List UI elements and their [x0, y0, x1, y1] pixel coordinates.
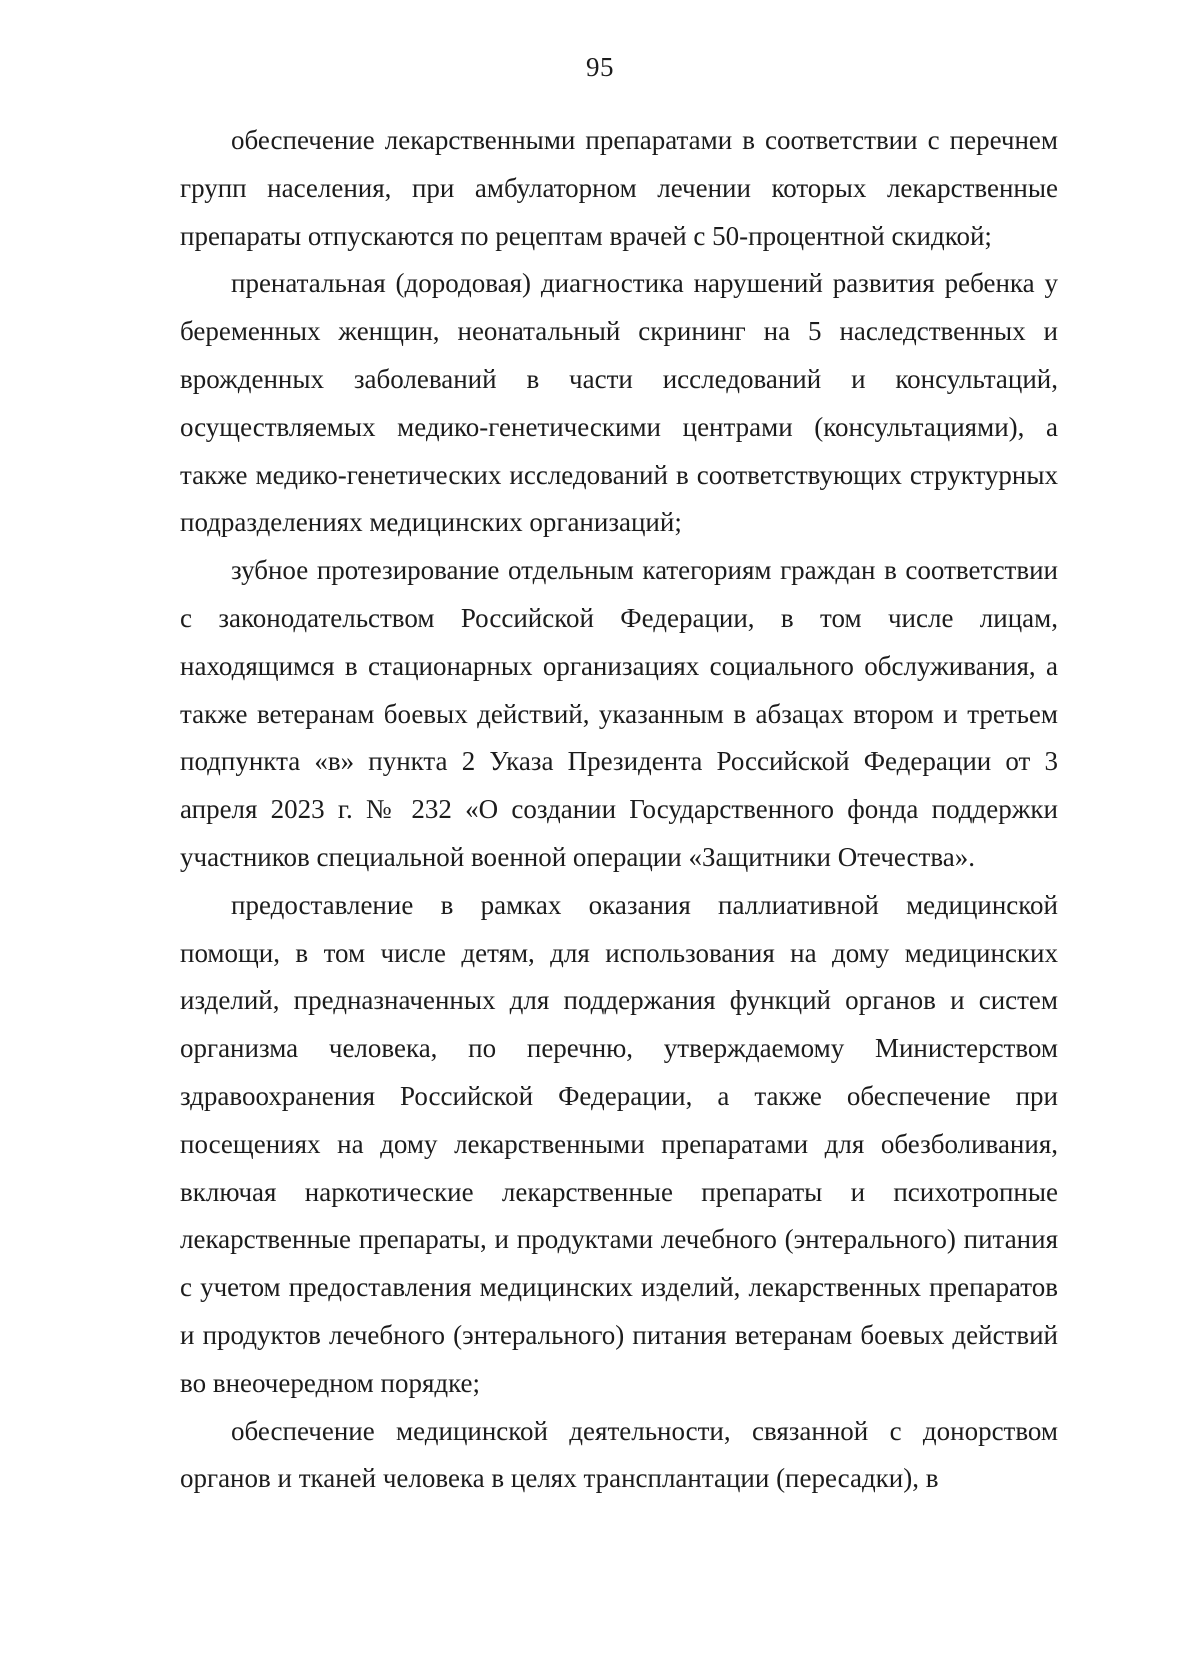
paragraph-drug-provision: обеспечение лекарственными препаратами в соответствии с перечнем групп населения, при амбулаторном лечении которых лекарственные препараты отпускаются по рецептам врачей с 50-процентной скидкой; — [180, 125, 1058, 251]
paragraph-organ-donation: обеспечение медицинской деятельности, связанной с донорством органов и тканей человека в целях трансплантации (пересадки), в — [180, 1415, 1058, 1494]
paragraph-prenatal-diagnostics: пренатальная (дородовая) диагностика нарушений развития ребенка у беременных женщин, неонатальный скрининг на 5 наследственных и врожденных заболеваний в части исследований и консультаций, осуществляемых медико-генетическими центрами (консультациями), а также медико-генетических исследований в соответствующих структурных подразделениях медицинских организаций; — [180, 268, 1058, 538]
paragraph-dental-prosthetics: зубное протезирование отдельным категориям граждан в соответствии с законодательством Российской Федерации, в том числе лицам, находящимся в стационарных организациях социального обслуживания, а также ветеранам боевых действий, указанным в абзацах втором и третьем подпункта «в» пункта 2 Указа Президента Российской Федерации от 3 апреля 2023 г. № 232 «О создании Государственного фонда поддержки участников специальной военной операции «Защитники Отечества». — [180, 555, 1058, 872]
page-number: 95 — [586, 52, 614, 82]
document-body — [180, 117, 1058, 1503]
paragraph-palliative-care: предоставление в рамках оказания паллиативной медицинской помощи, в том числе детям, для использования на дому медицинских изделий, предназначенных для поддержания функций органов и систем организма человека, по перечню, утверждаемому Министерством здравоохранения Российской Федерации, а также обеспечение при посещениях на дому лекарственными препаратами для обезболивания, включая наркотические лекарственные препараты и психотропные лекарственные препараты, и продуктами лечебного (энтерального) питания с учетом предоставления медицинских изделий, лекарственных препаратов и продуктов лечебного (энтерального) питания ветеранам боевых действий во внеочередном порядке; — [180, 889, 1058, 1398]
